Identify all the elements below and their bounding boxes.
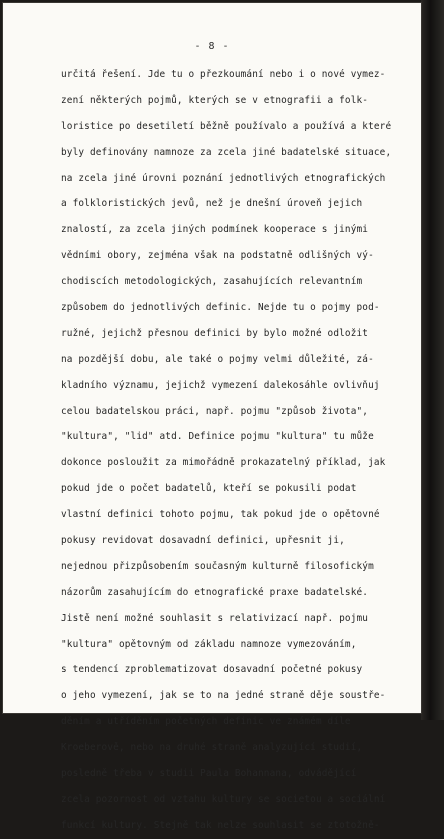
text-line: loristice po desetiletí běžně používalo a používá a které bbox=[61, 120, 392, 132]
text-line: Kroeberově, nebo na druhé straně analyzující studií, bbox=[61, 742, 363, 754]
text-line: Jistě není možné souhlasit s relativizací např. pojmu bbox=[61, 612, 369, 624]
text-line: posledně třeba v studii Paula Bohannana, odvádějící bbox=[61, 768, 357, 780]
book-edge bbox=[421, 0, 444, 720]
text-line: názorům zasahujícím do etnografické praxe badatelské. bbox=[61, 586, 369, 598]
text-line: o jeho vymezení, jak se to na jedné straně děje soustře- bbox=[61, 690, 386, 702]
text-line: chodiscích metodologických, zasahujících relevantním bbox=[61, 276, 363, 288]
text-line: "kultura" opětovným od základu namnoze vymezováním, bbox=[61, 638, 357, 650]
text-line: zcela pozornost od vztahu kultury se societou a sociální bbox=[61, 793, 386, 805]
text-line: způsobem do jednotlivých definic. Nejde tu o pojmy pod- bbox=[61, 302, 380, 314]
text-line: funkcí kultury. Stejně tak nelze souhlasit se ztotožně- bbox=[61, 819, 380, 831]
text-line: určitá řešení. Jde tu o přezkoumání nebo i o nové vymez- bbox=[61, 69, 386, 80]
text-line: děním a utříděním početných definic ve známém díle bbox=[61, 716, 351, 728]
body-text bbox=[61, 62, 421, 839]
text-line: dokonce posloužit za mimořádně prokazatelný příklad, jak bbox=[61, 457, 386, 469]
text-line: vlastní definici tohoto pojmu, tak pokud jde o opětovné bbox=[61, 509, 380, 521]
text-line: pokusy revidovat dosavadní definici, upřesnit ji, bbox=[61, 535, 345, 547]
text-line: s tendencí zproblematizovat dosavadní početné pokusy bbox=[61, 664, 363, 676]
text-line: ružné, jejichž přesnou definici by bylo možné odložit bbox=[61, 327, 369, 339]
document-page bbox=[3, 3, 421, 831]
text-line: celou badatelskou práci, např. pojmu "způsob života", bbox=[61, 405, 369, 417]
text-line: nejednou přizpůsobením současným kulturně filosofickým bbox=[61, 560, 374, 572]
page-number: - 8 - bbox=[194, 41, 230, 52]
text-line: zení některých pojmů, kterých se v etnografii a folk- bbox=[61, 94, 369, 106]
text-line: na zcela jiné úrovni poznání jednotlivých etnografických bbox=[61, 172, 386, 184]
text-line: "kultura", "lid" atd. Definice pojmu "kultura" tu může bbox=[61, 431, 374, 443]
text-line: na pozdější dobu, ale také o pojmy velmi důležité, zá- bbox=[61, 353, 374, 365]
text-line: znalostí, za zcela jiných podmínek kooperace s jinými bbox=[61, 224, 369, 236]
text-line: a folkloristických jevů, než je dnešní úroveň jejich bbox=[61, 198, 363, 210]
text-line: vědními obory, zejména však na podstatně odlišných vý- bbox=[61, 250, 374, 262]
text-line: byly definovány namnoze za zcela jiné badatelské situace, bbox=[61, 146, 392, 158]
text-line: pokud jde o počet badatelů, kteří se pokusili podat bbox=[61, 483, 357, 495]
text-line: kladního významu, jejichž vymezení dalekosáhle ovlivňuj bbox=[61, 379, 380, 391]
